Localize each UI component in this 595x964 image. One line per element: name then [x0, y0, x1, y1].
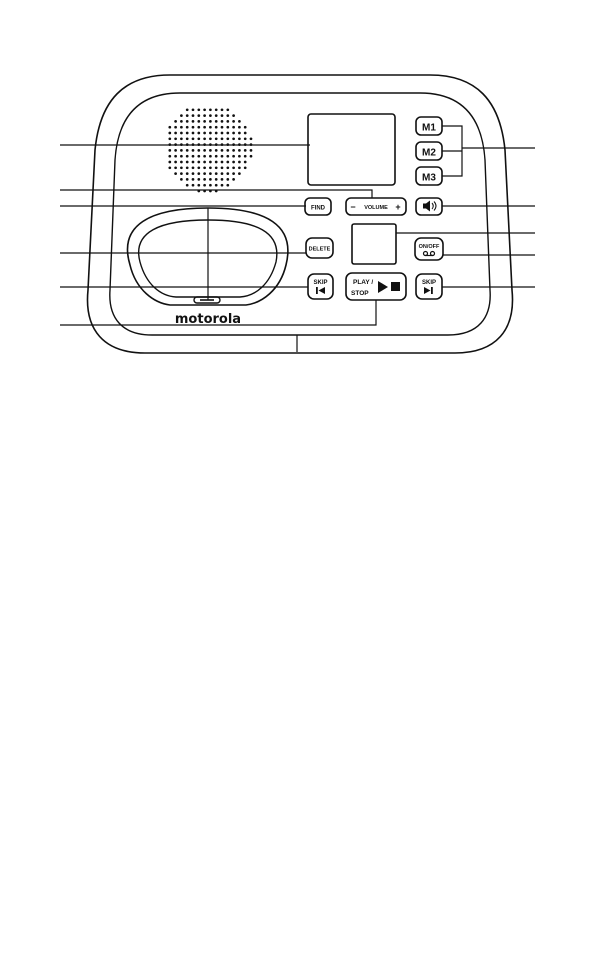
speaker-grille-hole: [244, 132, 247, 135]
speaker-grille-hole: [174, 166, 177, 169]
speaker-grille-hole: [232, 137, 235, 140]
speaker-grille-hole: [226, 155, 229, 158]
speaker-grille-hole: [244, 155, 247, 158]
speaker-grille-hole: [232, 149, 235, 152]
volume-minus: −: [350, 202, 356, 212]
speaker-grille-hole: [221, 132, 224, 135]
speaker-grille-hole: [192, 114, 195, 117]
speaker-grille-hole: [209, 161, 212, 164]
speaker-grille-hole: [238, 161, 241, 164]
speaker-grille-hole: [186, 149, 189, 152]
speaker-grille-hole: [168, 155, 171, 158]
speaker-grille-hole: [244, 166, 247, 169]
speaker-grille-hole: [209, 178, 212, 181]
speaker-grille-hole: [221, 120, 224, 123]
speaker-grille-hole: [238, 137, 241, 140]
speaker-grille-hole: [209, 184, 212, 187]
answering-on-off-button[interactable]: [415, 238, 443, 260]
speaker-grille-hole: [226, 149, 229, 152]
play-stop-button[interactable]: [346, 273, 406, 300]
speaker-grille-hole: [186, 132, 189, 135]
speaker-grille-hole: [244, 161, 247, 164]
skip-forward-button[interactable]: [416, 274, 442, 299]
speaker-grille-hole: [221, 184, 224, 187]
delete-button[interactable]: [306, 238, 333, 258]
speaker-grille-hole: [215, 120, 218, 123]
speaker-grille-hole: [203, 149, 206, 152]
svg-text:M3: M3: [422, 172, 436, 184]
speaker-grille-hole: [197, 132, 200, 135]
speaker-grille-hole: [174, 137, 177, 140]
speaker-grille-hole: [226, 132, 229, 135]
speaker-grille-hole: [226, 161, 229, 164]
speaker-grille-hole: [197, 166, 200, 169]
speaker-grille-hole: [192, 120, 195, 123]
speaker-grille-hole: [238, 172, 241, 175]
volume-plus: +: [395, 202, 401, 212]
speaker-grille-hole: [203, 126, 206, 129]
speaker-grille-hole: [186, 137, 189, 140]
speaker-grille-hole: [221, 114, 224, 117]
speaker-grille-hole: [168, 132, 171, 135]
speaker-grille-hole: [192, 166, 195, 169]
svg-text:M2: M2: [422, 147, 436, 159]
speaker-grille-hole: [192, 184, 195, 187]
speaker-grille-hole: [197, 172, 200, 175]
speaker-grille-hole: [197, 155, 200, 158]
m2-button[interactable]: [416, 142, 442, 160]
speaker-grille-hole: [174, 120, 177, 123]
speaker-grille-hole: [232, 178, 235, 181]
speaker-grille-hole: [192, 161, 195, 164]
m1-button[interactable]: [416, 117, 442, 135]
speaker-grille-hole: [250, 155, 253, 158]
speaker-grille-hole: [186, 126, 189, 129]
speaker-grille-hole: [186, 114, 189, 117]
skip-back-button[interactable]: [308, 274, 333, 299]
speaker-grille-hole: [209, 149, 212, 152]
speaker-grille-hole: [221, 126, 224, 129]
speaker-grille-hole: [180, 114, 183, 117]
svg-text:PLAY /: PLAY /: [353, 279, 374, 286]
speaker-grille-hole: [209, 126, 212, 129]
speaker-grille-hole: [250, 137, 253, 140]
speaker-grille-hole: [203, 114, 206, 117]
speaker-grille-hole: [221, 149, 224, 152]
display-screen: [308, 114, 395, 185]
speaker-grille-hole: [209, 172, 212, 175]
speaker-grille-hole: [203, 137, 206, 140]
m3-button[interactable]: [416, 167, 442, 185]
speaker-grille-hole: [215, 155, 218, 158]
speaker-grille-hole: [192, 137, 195, 140]
speaker-grille-hole: [232, 155, 235, 158]
speaker-grille-hole: [180, 132, 183, 135]
speaker-grille-hole: [180, 149, 183, 152]
speaker-grille-hole: [192, 149, 195, 152]
speaker-grille-hole: [197, 161, 200, 164]
brand-logo: motorola: [174, 312, 242, 327]
speaker-grille-hole: [226, 178, 229, 181]
speaker-grille-hole: [168, 161, 171, 164]
speaker-grille-hole: [232, 114, 235, 117]
speaker-grille-hole: [203, 184, 206, 187]
speaker-grille-hole: [209, 132, 212, 135]
svg-text:SKIP: SKIP: [421, 280, 437, 286]
base-outer-shell: [87, 75, 512, 353]
speaker-grille-hole: [238, 155, 241, 158]
speaker-grille-hole: [215, 108, 218, 111]
speaker-grille-hole: [180, 166, 183, 169]
speaker-grille-hole: [226, 120, 229, 123]
speaker-grille-hole: [215, 149, 218, 152]
speaker-grille-hole: [232, 132, 235, 135]
speaker-grille-hole: [221, 178, 224, 181]
speaker-grille-hole: [203, 178, 206, 181]
speaker-grille-hole: [186, 108, 189, 111]
speaker-grille-hole: [209, 137, 212, 140]
stop-icon: [391, 282, 400, 291]
speaker-grille-hole: [197, 149, 200, 152]
speaker-grille-hole: [226, 108, 229, 111]
speaker-grille-hole: [226, 137, 229, 140]
speaker-grille-hole: [180, 137, 183, 140]
speaker-grille-hole: [174, 126, 177, 129]
speaker-grille-hole: [238, 132, 241, 135]
speaker-grille-hole: [192, 132, 195, 135]
find-button[interactable]: [305, 198, 331, 215]
speaker-grille-hole: [197, 137, 200, 140]
speaker-grille-hole: [197, 120, 200, 123]
speaker-grille-hole: [180, 126, 183, 129]
speaker-grille-hole: [238, 126, 241, 129]
speaker-grille-hole: [180, 178, 183, 181]
speaker-grille-hole: [174, 161, 177, 164]
speaker-grille-hole: [209, 114, 212, 117]
speaker-grille-hole: [174, 132, 177, 135]
handset-cradle: [127, 208, 287, 305]
speaker-grille-hole: [215, 114, 218, 117]
speaker-grille-hole: [238, 166, 241, 169]
speaker-grille-hole: [168, 149, 171, 152]
speaker-grille-hole: [215, 166, 218, 169]
speaker-grille-hole: [250, 149, 253, 152]
speaker-grille-hole: [197, 178, 200, 181]
speaker-grille-hole: [209, 108, 212, 111]
speaker-grille-hole: [203, 132, 206, 135]
speakerphone-button[interactable]: [416, 198, 442, 215]
speaker-grille-hole: [180, 172, 183, 175]
speaker-grille-hole: [168, 137, 171, 140]
speaker-grille-hole: [226, 114, 229, 117]
speaker-grille-hole: [203, 108, 206, 111]
speaker-grille-hole: [209, 166, 212, 169]
speaker-grille-hole: [180, 120, 183, 123]
speaker-grille-hole: [244, 137, 247, 140]
speaker-grille-hole: [215, 137, 218, 140]
speaker-grille-hole: [232, 126, 235, 129]
speaker-grille-hole: [221, 155, 224, 158]
svg-text:SKIP: SKIP: [313, 280, 328, 286]
speaker-grille: [168, 108, 252, 192]
speaker-grille-hole: [238, 149, 241, 152]
speaker-grille-hole: [203, 172, 206, 175]
speaker-grille-hole: [186, 166, 189, 169]
speaker-grille-hole: [226, 184, 229, 187]
speaker-grille-hole: [197, 114, 200, 117]
speaker-grille-hole: [232, 120, 235, 123]
speaker-grille-hole: [168, 126, 171, 129]
svg-text:ON/OFF: ON/OFF: [418, 244, 440, 250]
speaker-grille-hole: [192, 155, 195, 158]
speaker-grille-hole: [232, 166, 235, 169]
speaker-grille-hole: [221, 166, 224, 169]
speaker-grille-hole: [168, 166, 171, 169]
speaker-grille-hole: [221, 137, 224, 140]
speaker-grille-hole: [215, 161, 218, 164]
speaker-grille-hole: [215, 172, 218, 175]
speaker-grille-hole: [232, 161, 235, 164]
speaker-grille-hole: [215, 184, 218, 187]
speaker-grille-hole: [244, 149, 247, 152]
speaker-grille-hole: [197, 126, 200, 129]
svg-text:M1: M1: [422, 122, 436, 134]
speaker-grille-hole: [226, 172, 229, 175]
speaker-grille-hole: [221, 108, 224, 111]
speaker-grille-hole: [209, 155, 212, 158]
speaker-grille-hole: [174, 155, 177, 158]
speaker-grille-hole: [221, 172, 224, 175]
speaker-grille-hole: [244, 126, 247, 129]
speaker-grille-hole: [174, 149, 177, 152]
speaker-grille-hole: [186, 120, 189, 123]
speaker-grille-hole: [203, 161, 206, 164]
speaker-grille-hole: [232, 172, 235, 175]
speaker-grille-hole: [186, 161, 189, 164]
speaker-grille-hole: [221, 161, 224, 164]
volume-rocker[interactable]: [346, 198, 406, 215]
speaker-grille-hole: [215, 132, 218, 135]
speaker-grille-hole: [180, 161, 183, 164]
speaker-grille-hole: [226, 126, 229, 129]
speaker-grille-hole: [192, 126, 195, 129]
speaker-grille-hole: [192, 178, 195, 181]
svg-text:STOP: STOP: [351, 290, 369, 297]
speaker-grille-hole: [226, 166, 229, 169]
speaker-grille-hole: [186, 184, 189, 187]
speaker-grille-hole: [174, 172, 177, 175]
speaker-grille-hole: [192, 172, 195, 175]
speaker-grille-hole: [186, 172, 189, 175]
speaker-grille-hole: [180, 155, 183, 158]
speaker-grille-hole: [238, 120, 241, 123]
volume-label: VOLUME: [364, 205, 388, 211]
speaker-grille-hole: [203, 120, 206, 123]
speaker-grille-hole: [186, 178, 189, 181]
speaker-grille-hole: [186, 155, 189, 158]
speaker-grille-hole: [192, 108, 195, 111]
svg-text:DELETE: DELETE: [308, 246, 331, 253]
speaker-grille-hole: [215, 178, 218, 181]
speaker-grille-hole: [203, 155, 206, 158]
speaker-grille-hole: [209, 120, 212, 123]
speaker-grille-hole: [203, 166, 206, 169]
speaker-grille-hole: [197, 108, 200, 111]
svg-text:FIND: FIND: [311, 205, 325, 212]
speaker-grille-hole: [215, 126, 218, 129]
message-counter-window: [352, 224, 396, 264]
speaker-grille-hole: [197, 184, 200, 187]
